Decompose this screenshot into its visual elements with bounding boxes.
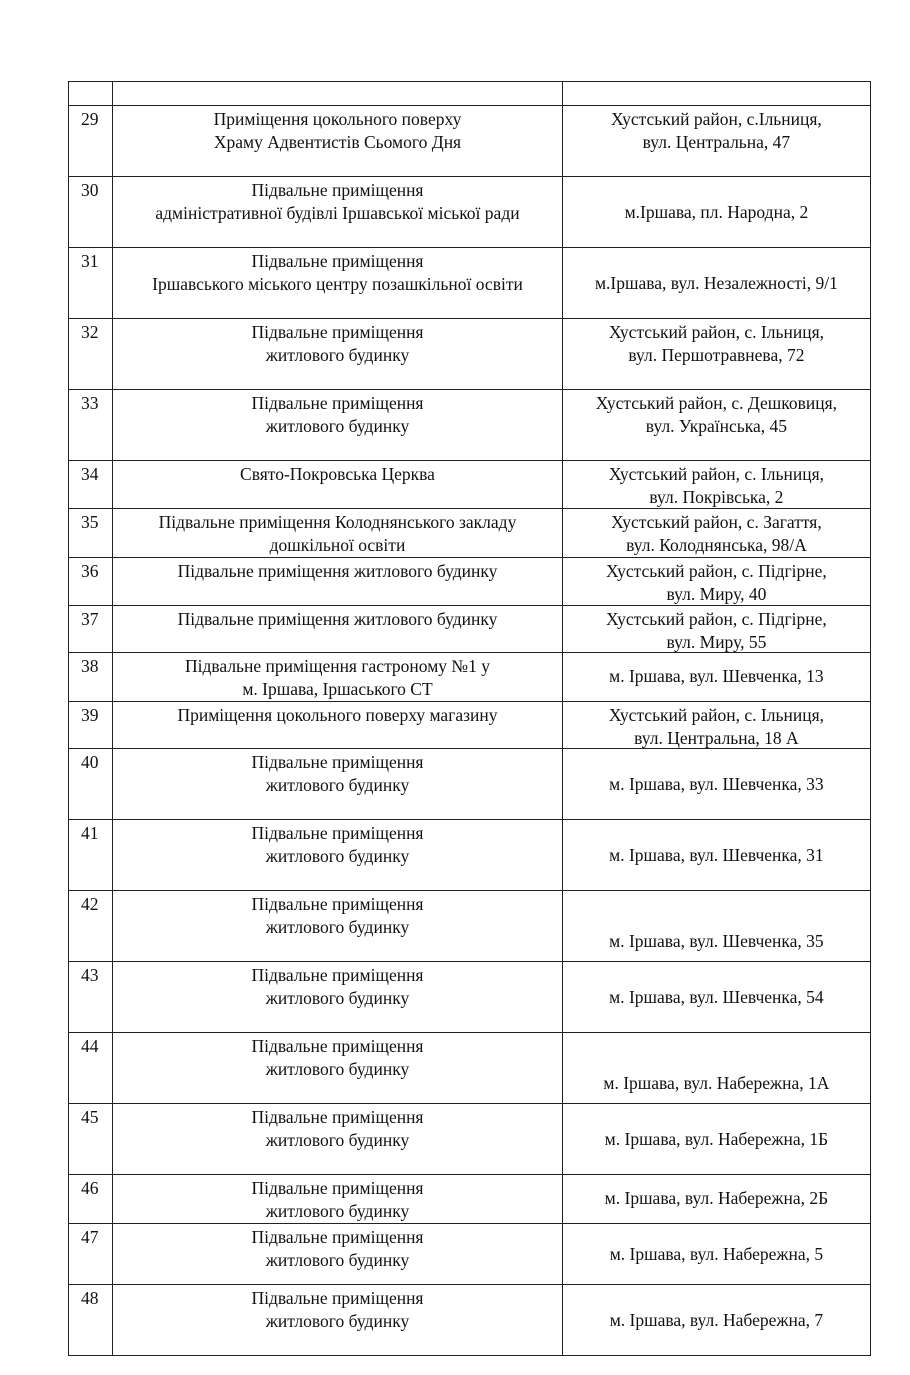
row-number: 33 xyxy=(81,393,99,413)
shelter-name-line: Свято-Покровська Церква xyxy=(240,464,435,484)
table-row xyxy=(69,248,871,319)
shelter-name-line: Підвальне приміщення xyxy=(251,180,424,200)
row-number: 44 xyxy=(81,1036,99,1056)
shelter-name-line: Підвальне приміщення xyxy=(251,1036,424,1056)
shelter-address-line: м. Іршава, вул. Набережна, 1А xyxy=(603,1073,830,1093)
shelter-address-line: Хустський район, с. Підгірне, xyxy=(606,561,827,581)
shelter-name-cell xyxy=(113,1033,563,1104)
table-row xyxy=(69,1285,871,1356)
shelter-name-cell xyxy=(113,1175,563,1224)
shelter-name-line: м. Іршава, Іршаського СТ xyxy=(242,679,433,699)
shelter-address-cell xyxy=(562,248,870,319)
shelter-name-line: житлового будинку xyxy=(265,1201,410,1221)
table-row xyxy=(69,558,871,606)
row-number: 34 xyxy=(81,464,99,484)
table-body xyxy=(69,82,871,1356)
table-row xyxy=(69,702,871,749)
shelter-name-cell xyxy=(113,1285,563,1356)
shelter-address-line: м. Іршава, вул. Шевченка, 33 xyxy=(609,773,824,794)
shelter-name-line: житлового будинку xyxy=(265,775,410,795)
shelter-name-line: Приміщення цокольного поверху магазину xyxy=(177,705,498,725)
shelter-name-line: житлового будинку xyxy=(265,1059,410,1079)
row-number-cell xyxy=(69,606,113,653)
row-number-cell xyxy=(69,461,113,509)
shelter-name-line: Підвальне приміщення xyxy=(251,823,424,843)
shelter-name-line: житлового будинку xyxy=(265,988,410,1008)
table-row xyxy=(69,749,871,820)
row-number: 30 xyxy=(81,180,99,200)
shelter-name-cell xyxy=(113,461,563,509)
row-number: 42 xyxy=(81,894,99,914)
row-number-cell xyxy=(69,509,113,558)
shelter-address-cell xyxy=(562,1224,870,1285)
table-row xyxy=(69,390,871,461)
row-number: 29 xyxy=(81,109,99,129)
row-number-cell xyxy=(69,558,113,606)
row-number-cell xyxy=(69,749,113,820)
row-number-cell xyxy=(69,1033,113,1104)
shelter-address-line: вул. Українська, 45 xyxy=(645,416,788,436)
shelter-address-line: м.Іршава, пл. Народна, 2 xyxy=(624,201,809,222)
shelter-name-line: житлового будинку xyxy=(265,846,410,866)
shelter-name-cell xyxy=(113,1224,563,1285)
shelter-name-line: Іршавського міського центру позашкільної освіти xyxy=(152,274,523,294)
shelter-name-line: Підвальне приміщення гастроному №1 у xyxy=(184,656,490,676)
shelter-address-line: Хустський район, с. Ільниця, xyxy=(608,322,824,342)
shelter-table xyxy=(68,81,871,1356)
shelter-address-line: Хустський район, с. Ільниця, xyxy=(608,464,824,484)
shelter-name-line: дошкільної освіти xyxy=(269,535,406,555)
shelter-name-line: Підвальне приміщення xyxy=(251,322,424,342)
shelter-name-line: Храму Адвентистів Сьомого Дня xyxy=(213,132,462,152)
shelter-name-line: Підвальне приміщення xyxy=(251,1107,424,1127)
shelter-address-line: Хустський район, с. Загаття, xyxy=(611,512,822,532)
shelter-address-cell xyxy=(562,1175,870,1224)
row-number-cell xyxy=(69,1104,113,1175)
row-number xyxy=(69,82,112,84)
shelter-address-line: вул. Центральна, 47 xyxy=(642,132,791,152)
shelter-address-line: вул. Покрівська, 2 xyxy=(649,487,784,507)
shelter-address-cell xyxy=(562,82,870,106)
row-number: 48 xyxy=(81,1288,99,1308)
row-number: 43 xyxy=(81,965,99,985)
shelter-name-line: житлового будинку xyxy=(265,345,410,365)
shelter-address-line: вул. Колоднянська, 98/А xyxy=(626,535,807,555)
shelter-address-cell xyxy=(562,891,870,962)
table-row xyxy=(69,1104,871,1175)
table-row xyxy=(69,177,871,248)
table-row xyxy=(69,461,871,509)
shelter-address-line: м. Іршава, вул. Шевченка, 13 xyxy=(609,665,824,686)
shelter-name-cell xyxy=(113,653,563,702)
shelter-address-cell xyxy=(562,319,870,390)
row-number-cell xyxy=(69,319,113,390)
table-row xyxy=(69,82,871,106)
row-number: 46 xyxy=(81,1178,99,1198)
shelter-name-cell xyxy=(113,248,563,319)
shelter-name-cell xyxy=(113,606,563,653)
shelter-name-cell xyxy=(113,319,563,390)
shelter-name-line: Підвальне приміщення xyxy=(251,894,424,914)
shelter-address-line: Хустський район, с. Дешковиця, xyxy=(595,393,838,413)
row-number: 37 xyxy=(81,609,99,629)
shelter-name-line: житлового будинку xyxy=(265,917,410,937)
shelter-name-line: Приміщення цокольного поверху xyxy=(213,109,462,129)
row-number-cell xyxy=(69,962,113,1033)
row-number: 31 xyxy=(81,251,99,271)
shelter-name-line: житлового будинку xyxy=(265,1311,410,1331)
table-row xyxy=(69,1224,871,1285)
shelter-address-line: вул. Першотравнева, 72 xyxy=(628,345,805,365)
shelter-address-line: м. Іршава, вул. Набережна, 5 xyxy=(609,1243,824,1264)
row-number: 39 xyxy=(81,705,99,725)
row-number: 45 xyxy=(81,1107,99,1127)
shelter-name-line: Підвальне приміщення xyxy=(251,1178,424,1198)
row-number-cell xyxy=(69,1224,113,1285)
shelter-address-cell xyxy=(562,749,870,820)
shelter-address-line: м.Іршава, вул. Незалежності, 9/1 xyxy=(594,272,838,293)
shelter-address-line: Хустський район, с. Ільниця, xyxy=(608,705,824,725)
table-row xyxy=(69,106,871,177)
shelter-name-line: Підвальне приміщення житлового будинку xyxy=(177,609,498,629)
shelter-name-cell xyxy=(113,558,563,606)
shelter-address-line: вул. Миру, 55 xyxy=(666,632,767,652)
shelter-name-cell xyxy=(113,820,563,891)
shelter-address-cell xyxy=(562,177,870,248)
shelter-address-cell xyxy=(562,390,870,461)
shelter-name-line: Підвальне приміщення xyxy=(251,393,424,413)
shelter-address-cell xyxy=(562,558,870,606)
shelter-address-line: вул. Миру, 40 xyxy=(666,584,767,604)
shelter-name-cell xyxy=(113,390,563,461)
shelter-name-cell xyxy=(113,891,563,962)
row-number-cell xyxy=(69,390,113,461)
shelter-name-line: Підвальне приміщення житлового будинку xyxy=(177,561,498,581)
row-number: 47 xyxy=(81,1227,99,1247)
row-number-cell xyxy=(69,82,113,106)
row-number-cell xyxy=(69,106,113,177)
shelter-address-cell xyxy=(562,106,870,177)
shelter-address-line: м. Іршава, вул. Шевченка, 31 xyxy=(609,844,824,865)
shelter-name-line: Підвальне приміщення xyxy=(251,752,424,772)
row-number-cell xyxy=(69,1175,113,1224)
table-row xyxy=(69,820,871,891)
table-row xyxy=(69,509,871,558)
shelter-address-cell xyxy=(562,1104,870,1175)
shelter-address-line: Хустський район, с.Ільниця, xyxy=(611,109,822,129)
table-row xyxy=(69,1033,871,1104)
shelter-name-cell xyxy=(113,177,563,248)
shelter-address-line: м. Іршава, вул. Шевченка, 35 xyxy=(609,931,824,951)
shelter-address-cell xyxy=(562,1285,870,1356)
shelter-address-line: вул. Центральна, 18 А xyxy=(634,728,799,748)
shelter-address-line: м. Іршава, вул. Набережна, 7 xyxy=(609,1309,824,1330)
table-row xyxy=(69,319,871,390)
shelter-name-cell xyxy=(113,962,563,1033)
shelter-address-cell xyxy=(562,820,870,891)
row-number-cell xyxy=(69,1285,113,1356)
row-number: 32 xyxy=(81,322,99,342)
shelter-name-line: житлового будинку xyxy=(265,416,410,436)
shelter-name-cell xyxy=(113,1104,563,1175)
shelter-address-cell xyxy=(562,702,870,749)
shelter-address-cell xyxy=(562,653,870,702)
row-number-cell xyxy=(69,891,113,962)
shelter-name-line: адміністративної будівлі Іршавської міської ради xyxy=(155,203,520,223)
table-row xyxy=(69,606,871,653)
shelter-address-line: м. Іршава, вул. Набережна, 1Б xyxy=(604,1128,829,1149)
shelter-address-cell xyxy=(562,461,870,509)
shelter-name-line: житлового будинку xyxy=(265,1130,410,1150)
shelter-address-line: Хустський район, с. Підгірне, xyxy=(606,609,827,629)
row-number-cell xyxy=(69,177,113,248)
row-number: 35 xyxy=(81,512,99,532)
row-number-cell xyxy=(69,820,113,891)
row-number-cell xyxy=(69,702,113,749)
shelter-name-cell xyxy=(113,702,563,749)
shelter-address-line: м. Іршава, вул. Набережна, 2Б xyxy=(604,1187,829,1208)
shelter-name-cell xyxy=(113,106,563,177)
shelter-name-line: Підвальне приміщення xyxy=(251,1288,424,1308)
shelter-name-cell xyxy=(113,749,563,820)
table-row xyxy=(69,962,871,1033)
shelter-name-cell xyxy=(113,509,563,558)
shelter-name-line: Підвальне приміщення xyxy=(251,965,424,985)
shelter-name-line: житлового будинку xyxy=(265,1250,410,1270)
row-number: 40 xyxy=(81,752,99,772)
row-number: 36 xyxy=(81,561,99,581)
shelter-name-line: Підвальне приміщення xyxy=(251,251,424,271)
row-number: 41 xyxy=(81,823,99,843)
shelter-name-line: Підвальне приміщення Колоднянського закладу xyxy=(158,512,517,532)
table-row xyxy=(69,653,871,702)
shelter-address-cell xyxy=(562,1033,870,1104)
row-number: 38 xyxy=(81,656,99,676)
shelter-address-line: м. Іршава, вул. Шевченка, 54 xyxy=(609,986,824,1007)
table-row xyxy=(69,891,871,962)
row-number-cell xyxy=(69,248,113,319)
shelter-address-cell xyxy=(562,606,870,653)
shelter-address-cell xyxy=(562,509,870,558)
shelter-name-line: Підвальне приміщення xyxy=(251,1227,424,1247)
shelter-address-cell xyxy=(562,962,870,1033)
row-number-cell xyxy=(69,653,113,702)
table-row xyxy=(69,1175,871,1224)
shelter-name-cell xyxy=(113,82,563,106)
